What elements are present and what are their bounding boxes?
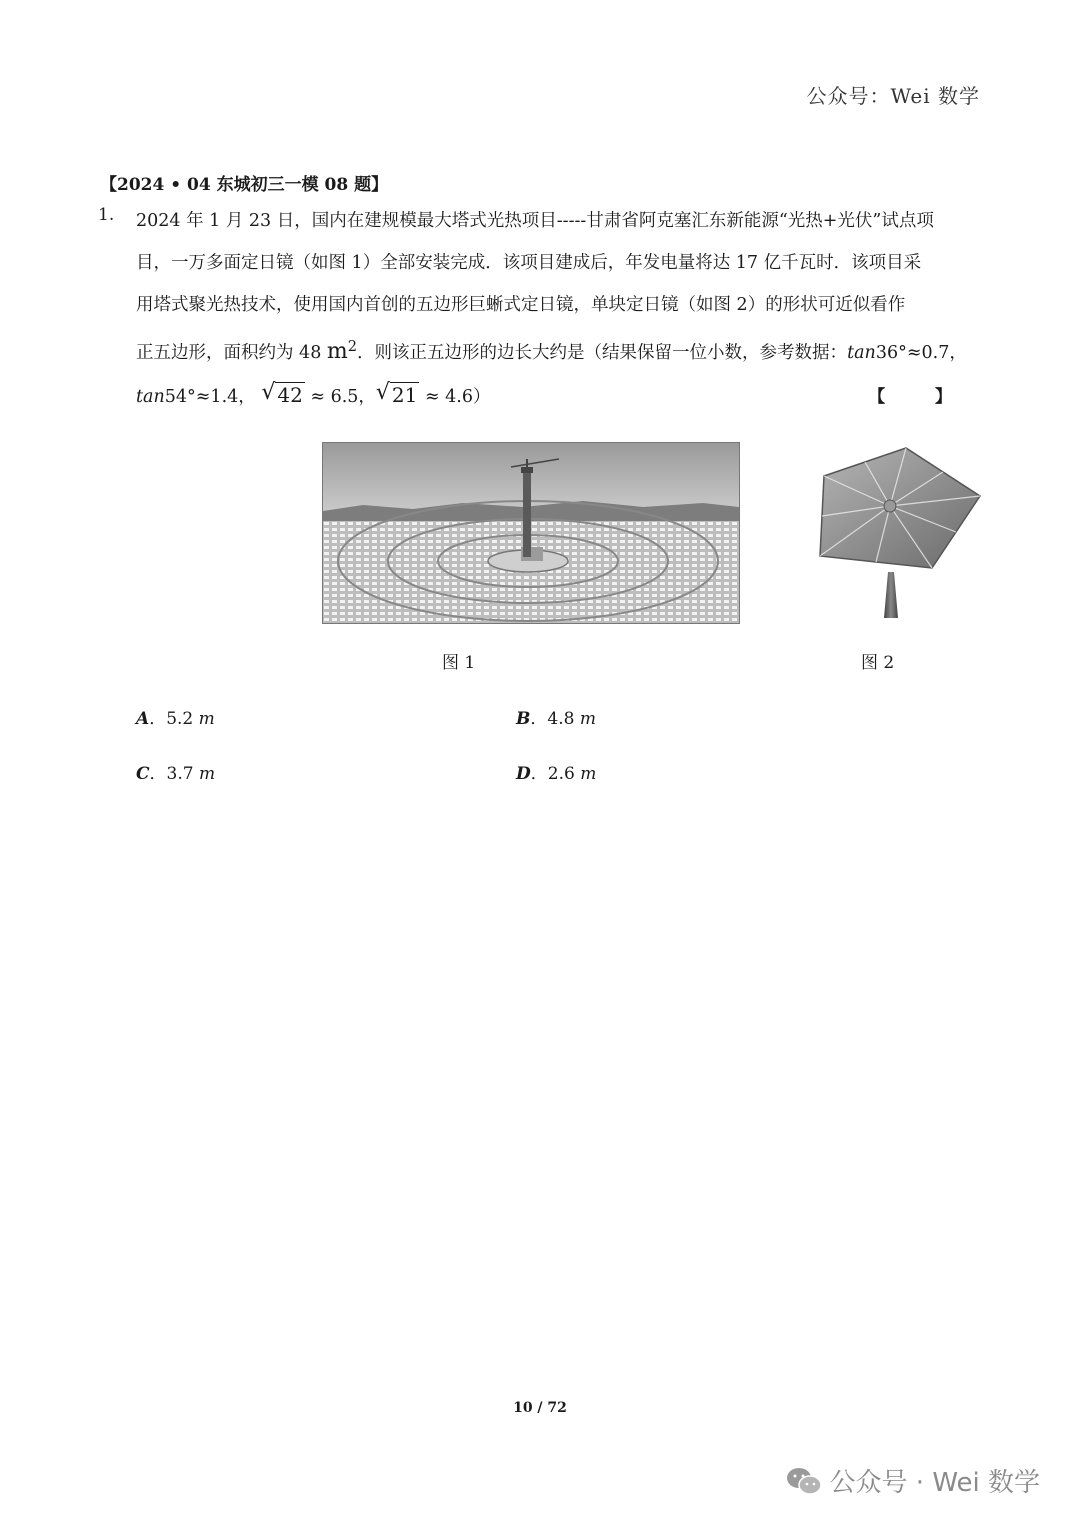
question-number: 1. (98, 205, 115, 225)
answer-bracket: 【 】 (868, 387, 974, 407)
question-source: 【2024 • 04 东城初三一模 08 题】 (100, 175, 389, 195)
tan36-value: 36°≈0.7， (875, 342, 967, 363)
question-line-5 (136, 374, 986, 418)
option-d-unit: m (580, 764, 597, 784)
sqrt-42-value: ≈ 6.5， (304, 386, 376, 407)
option-d[interactable] (516, 759, 596, 784)
option-b-text: ．4.8 (530, 709, 580, 729)
option-a-unit: m (198, 709, 215, 729)
area-unit: m (326, 338, 348, 364)
sqrt-21: √ 21 (375, 379, 418, 407)
question-line-2: 目，一万多面定日镜（如图 1）全部安装完成．该项目建成后，年发电量将达 17 亿千瓦时．该项目采 (136, 253, 922, 273)
question-body (136, 200, 986, 418)
tan-label-1: tan (847, 342, 876, 363)
sqrt-21-value: ≈ 4.6） (419, 386, 491, 407)
area-unit-exponent: 2 (347, 338, 358, 355)
wechat-watermark (786, 1462, 1040, 1499)
watermark-text: 公众号 · Wei 数学 (829, 1468, 1040, 1498)
option-b-label: B (516, 709, 531, 729)
option-c[interactable] (136, 759, 215, 784)
figure-1-caption: 图 1 (442, 653, 476, 673)
option-d-label: D (516, 764, 531, 784)
sqrt-21-radicand: 21 (391, 382, 418, 407)
option-c-unit: m (198, 764, 216, 784)
header-account: 公众号：Wei 数学 (806, 84, 980, 108)
option-a-label: A (136, 709, 150, 729)
option-b[interactable] (516, 704, 596, 729)
figure-2-caption: 图 2 (861, 653, 895, 673)
option-c-label: C (136, 764, 150, 784)
sqrt-42: √ 42 (261, 379, 303, 407)
question-line-4 (136, 326, 986, 374)
option-a-text: ．5.2 (149, 709, 199, 729)
page-number: 10 / 72 (513, 1400, 567, 1416)
option-b-unit: m (579, 709, 596, 729)
option-a[interactable] (136, 704, 215, 729)
sqrt-42-radicand: 42 (277, 382, 303, 407)
question-line-1: 2024 年 1 月 23 日，国内在建规模最大塔式光热项目-----甘肃省阿克塞汇东新能源“光热+光伏”试点项 (136, 211, 934, 231)
solar-field-illustration (323, 443, 739, 623)
pentagon-heliostat-illustration (812, 446, 984, 620)
line4-text-b: ．则该正五边形的边长大约是（结果保留一位小数，参考数据： (357, 342, 848, 363)
option-c-text: ．3.7 (149, 764, 199, 784)
line4-text-a: 正五边形，面积约为 48 (136, 342, 327, 363)
tan-label-2: tan (136, 386, 165, 407)
figure-2-heliostat-image (812, 446, 984, 620)
option-d-text: ．2.6 (530, 764, 581, 784)
question-line-3: 用塔式聚光热技术，使用国内首创的五边形巨蜥式定日镜，单块定日镜（如图 2）的形状可近似看作 (136, 295, 906, 315)
wechat-icon (786, 1466, 822, 1496)
figure-1-solar-field-image (322, 442, 740, 624)
tan54-value: 54°≈1.4， (164, 386, 256, 407)
